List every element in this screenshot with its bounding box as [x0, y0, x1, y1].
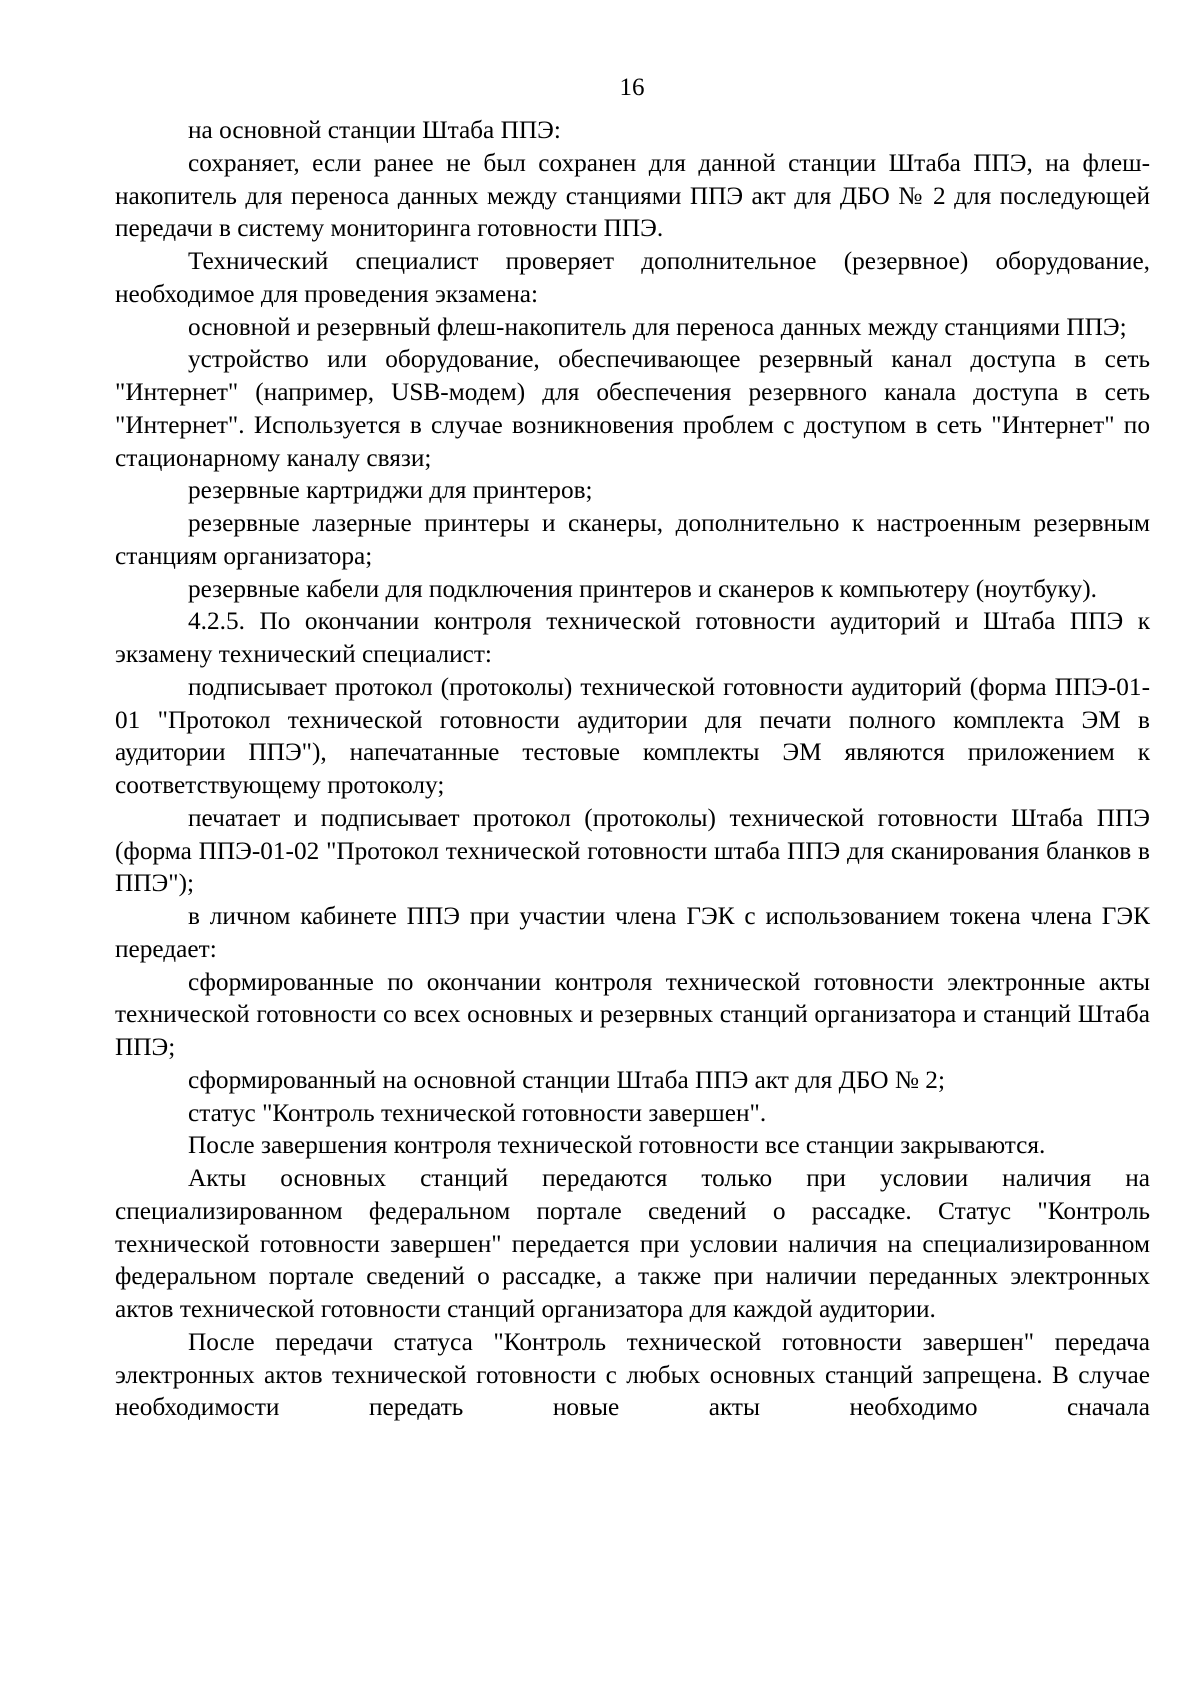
paragraph: сформированные по окончании контроля технической готовности электронные акты технической готовности со всех основных и резервных станций организатора и станций Штаба ППЭ; [115, 967, 1150, 1061]
paragraph: Акты основных станций передаются только при условии наличия на специализированном федеральном портале сведений о рассадке. Статус "Контроль технической готовности завершен" передается при условии наличия на специализированном федеральном портале сведений о рассадке, а также при наличии переданных электронных актов технической готовности станций организатора для каждой аудитории. [115, 1164, 1150, 1323]
paragraph: резервные лазерные принтеры и сканеры, дополнительно к настроенным резервным станциям организатора; [115, 509, 1150, 570]
page-number: 16 [619, 74, 645, 101]
paragraph: резервные картриджи для принтеров; [188, 476, 593, 505]
paragraph: основной и резервный флеш-накопитель для переноса данных между станциями ППЭ; [188, 312, 1127, 341]
paragraph: устройство или оборудование, обеспечивающее резервный канал доступа в сеть "Интернет" (например, USB-модем) для обеспечения резервного канала доступа в сеть "Интернет". Используется в случае возникновения проблем с доступом в сеть "Интернет" по стационарному каналу связи; [115, 345, 1150, 472]
body-text [115, 114, 1150, 1424]
paragraph: в личном кабинете ППЭ при участии члена ГЭК с использованием токена члена ГЭК передает: [115, 902, 1150, 963]
paragraph: подписывает протокол (протоколы) технической готовности аудиторий (форма ППЭ-01-01 "Протокол технической готовности аудитории для печати полного комплекта ЭМ в аудитории ППЭ"), напечатанные тестовые комплекты ЭМ являются приложением к соответствующему протоколу; [115, 672, 1150, 799]
paragraph: печатает и подписывает протокол (протоколы) технической готовности Штаба ППЭ (форма ППЭ-01-02 "Протокол технической готовности штаба ППЭ для сканирования бланков в ППЭ"); [115, 803, 1150, 898]
paragraph: После завершения контроля технической готовности все станции закрываются. [188, 1131, 1046, 1160]
paragraph: 4.2.5. По окончании контроля технической готовности аудиторий и Штаба ППЭ к экзамену технический специалист: [115, 607, 1150, 668]
paragraph: статус "Контроль технической готовности завершен". [188, 1098, 767, 1127]
paragraph: После передачи статуса "Контроль технической готовности завершен" передача электронных актов технической готовности с любых основных станций запрещена. В случае необходимости передать новые акты необходимо сначала [115, 1327, 1150, 1422]
paragraph: Технический специалист проверяет дополнительное (резервное) оборудование, необходимое для проведения экзамена: [115, 247, 1150, 308]
paragraph: сохраняет, если ранее не был сохранен для данной станции Штаба ППЭ, на флеш-накопитель для переноса данных между станциями ППЭ акт для ДБО № 2 для последующей передачи в систему мониторинга готовности ППЭ. [115, 148, 1150, 243]
paragraph: сформированный на основной станции Штаба ППЭ акт для ДБО № 2; [188, 1065, 945, 1094]
paragraph: на основной станции Штаба ППЭ: [188, 116, 561, 144]
paragraph: резервные кабели для подключения принтеров и сканеров к компьютеру (ноутбуку). [188, 574, 1097, 603]
